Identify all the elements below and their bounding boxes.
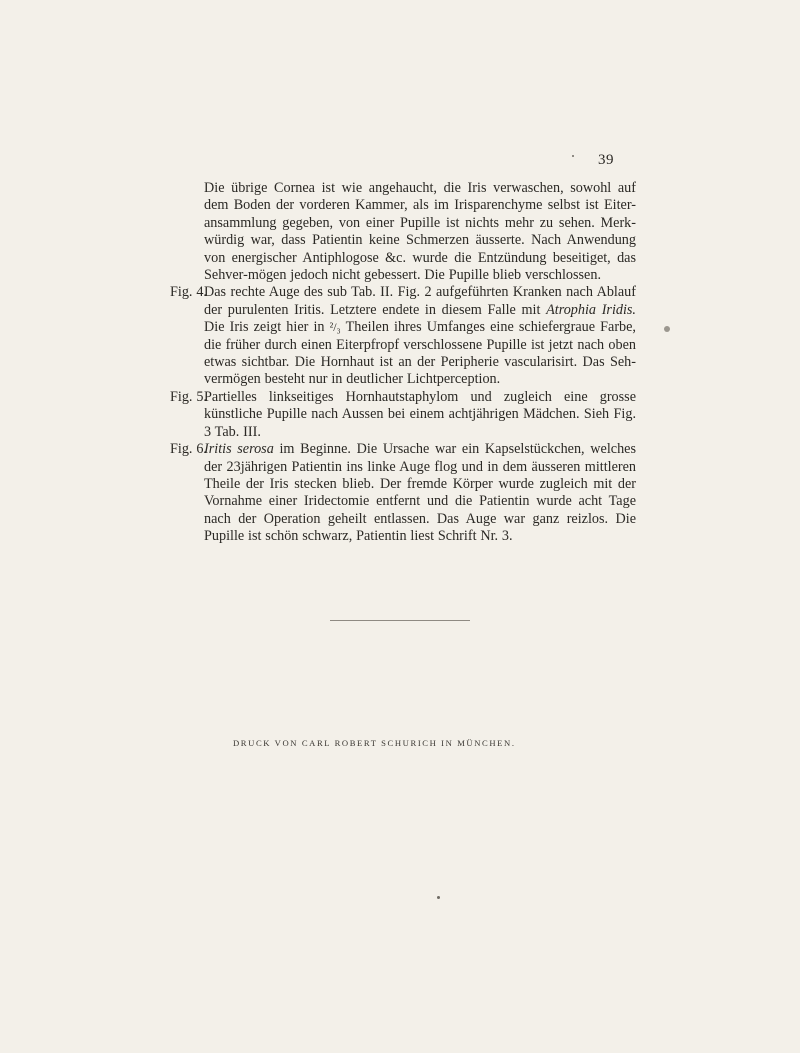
figure-4-text-a: Das rechte Auge des sub Tab. II. Fig. 2 aufgeführten Kranken nach Ablauf der purulenten Iritis. Letztere endete in diesem Falle mit	[204, 284, 636, 318]
paper-speck	[437, 896, 440, 899]
paper-speck	[664, 326, 670, 332]
paper-speck	[572, 155, 574, 157]
figure-4-text-c: Theilen ihres Umfanges eine schiefergraue Farbe, die früher durch einen Eiterpfropf verschlossene Pupille ist jetzt nach oben etwas sichtbar. Die Hornhaut ist an der Peripherie vascularisirt. Das Seh-vermögen besteht nur in deutlicher Lichtperception.	[204, 319, 636, 388]
figure-6-text: im Beginne. Die Ursache war ein Kapselstückchen, welches der 23jährigen Patientin ins linke Auge flog und in dem äusseren mittleren Theile der Iris stecken blieb. Der fremde Körper wurde zugleich mit der Vornahme einer Iridectomie entfernt und die Patientin wurde acht Tage nach der Operation geheilt entlassen. Das Auge war ganz reizlos. Die Pupille ist schön schwarz, Patientin liest Schrift Nr. 3.	[204, 441, 636, 545]
figure-4-paragraph	[170, 284, 636, 388]
separator-rule	[330, 620, 470, 621]
figure-6-italic: Iritis serosa	[204, 441, 274, 458]
body-text	[170, 180, 636, 546]
figure-6-paragraph	[170, 441, 636, 545]
page-number: 39	[598, 152, 614, 168]
figure-5-text: Partielles linkseitiges Hornhautstaphylom und zugleich eine grosse künstliche Pupille nach Aussen bei einem achtjährigen Mädchen. Sieh Fig. 3 Tab. III.	[204, 388, 636, 440]
figure-4-text-b: Die Iris zeigt hier in	[204, 319, 325, 336]
figure-4-fraction: ²/₃	[329, 320, 341, 335]
figure-4-italic: Atrophia Iridis.	[546, 301, 636, 318]
printer-imprint: DRUCK VON CARL ROBERT SCHURICH IN MÜNCHEN.	[233, 738, 516, 748]
figure-4-label: Fig. 4.	[170, 284, 207, 301]
figure-5-paragraph	[170, 389, 636, 441]
intro-paragraph: Die übrige Cornea ist wie angehaucht, die Iris verwaschen, sowohl auf dem Boden der vorderen Kammer, als im Irisparenchyme selbst ist Eiter-ansammlung gegeben, von einer Pupille ist nichts mehr zu sehen. Merk-würdig war, dass Patientin keine Schmerzen äusserte. Nach Anwendung von energischer Antiphlogose &c. wurde die Entzündung beseitiget, das Sehver-mögen jedoch nicht gebessert. Die Pupille blieb verschlossen.	[204, 180, 636, 284]
figure-5-label: Fig. 5.	[170, 388, 207, 405]
figure-6-label: Fig. 6.	[170, 441, 207, 458]
